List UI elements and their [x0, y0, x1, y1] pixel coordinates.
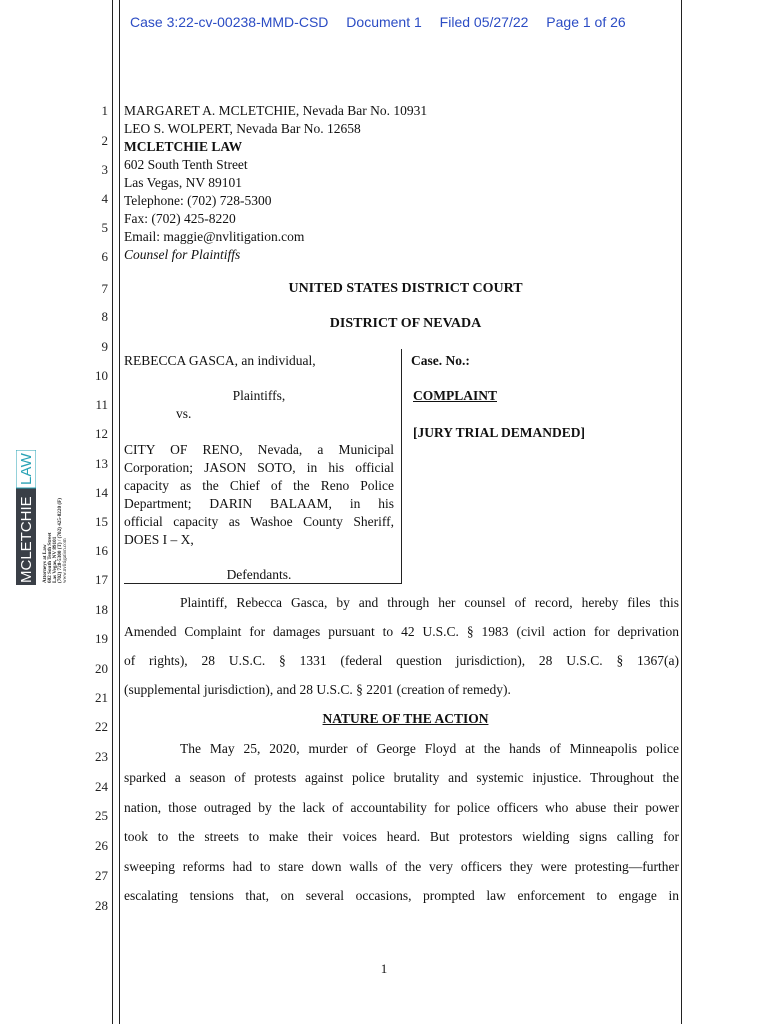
attorney-line-2: LEO S. WOLPERT, Nevada Bar No. 12658	[124, 121, 361, 136]
body-text-line: (supplemental jurisdiction), and 28 U.S.C. § 2201 (creation of remedy).	[124, 682, 511, 697]
logo-right-text: LAW	[18, 453, 35, 485]
court-name: UNITED STATES DISTRICT COURT	[288, 281, 523, 296]
line-number: 16	[95, 543, 108, 558]
sidebar-line-2: 602 South Tenth Street	[47, 532, 53, 583]
filed-date: Filed 05/27/22	[439, 14, 529, 30]
margin-line-left-1	[112, 0, 113, 1024]
firm-sidebar-info	[42, 455, 70, 585]
versus: vs.	[176, 406, 192, 421]
attorney-block	[124, 102, 427, 264]
address-line-2: Las Vegas, NV 89101	[124, 175, 242, 190]
line-number: 3	[101, 162, 108, 177]
page-indicator: Page 1 of 26	[546, 14, 626, 30]
margin-line-left-2	[119, 0, 120, 1024]
case-number: Case 3:22-cv-00238-MMD-CSD	[130, 14, 329, 30]
defendant-line: official capacity as Washoe County Sheriff,	[124, 514, 394, 529]
line-number: 28	[95, 898, 108, 913]
margin-line-right	[681, 0, 682, 1024]
plaintiffs-label: Plaintiffs,	[232, 388, 286, 403]
firm-name: MCLETCHIE LAW	[124, 139, 243, 154]
body-text-line: escalating tensions that, on several occasions, prompted law enforcement to engage in	[124, 888, 679, 903]
logo-left-text: MCLETCHIE	[18, 496, 35, 583]
complaint-title: COMPLAINT	[413, 388, 497, 403]
line-number: 7	[101, 281, 108, 296]
line-number: 19	[95, 631, 108, 646]
attorney-line-1: MARGARET A. MCLETCHIE, Nevada Bar No. 10931	[124, 103, 428, 118]
mcletchie-law-logo	[16, 450, 36, 585]
line-number: 10	[95, 368, 108, 383]
counsel-for: Counsel for Plaintiffs	[124, 247, 241, 262]
sidebar-line-4: (702) 728-5300 (T) / (702) 425-8220 (F)	[57, 497, 63, 583]
sidebar-line-1: Attorneys at Law	[42, 544, 48, 583]
line-number: 21	[95, 690, 108, 705]
line-number: 23	[95, 749, 108, 764]
line-number: 9	[101, 339, 108, 354]
line-number: 13	[95, 456, 108, 471]
jury-demand: [JURY TRIAL DEMANDED]	[413, 425, 586, 440]
line-number: 20	[95, 661, 108, 676]
line-number: 27	[95, 868, 108, 883]
case-no-label: Case. No.:	[411, 353, 470, 368]
body-text-line: Plaintiff, Rebecca Gasca, by and through her counsel of record, hereby files this	[180, 595, 679, 610]
line-number: 22	[95, 719, 108, 734]
body-text-line: The May 25, 2020, murder of George Floyd at the hands of Minneapolis police	[180, 741, 679, 756]
line-number: 6	[101, 249, 108, 264]
line-number: 15	[95, 514, 108, 529]
document-number: Document 1	[346, 14, 422, 30]
body-text-line: nation, those outraged by the lack of accountability for police officers who abuse their power	[124, 800, 679, 815]
line-number: 25	[95, 808, 108, 823]
caption-divider	[401, 349, 402, 583]
line-number: 12	[95, 426, 108, 441]
case-header	[130, 14, 640, 30]
line-number: 17	[95, 572, 108, 587]
page-number: 1	[380, 961, 388, 976]
defendant-line: Department; DARIN BALAAM, in his	[124, 496, 394, 511]
defendants-label: Defendants.	[226, 567, 292, 582]
body-text-line: sparked a season of protests against police brutality and systemic injustice. Throughout the	[124, 770, 679, 785]
defendant-line: capacity as the Chief of the Reno Police	[124, 478, 394, 493]
body-text-line: sweeping reforms had to stare down walls of the very officers they were protesting—further	[124, 859, 679, 874]
email: Email: maggie@nvlitigation.com	[124, 229, 305, 244]
plaintiff-name: REBECCA GASCA, an individual,	[124, 353, 316, 368]
sidebar-line-3: Las Vegas, NV 89101	[52, 536, 58, 583]
line-number: 14	[95, 485, 108, 500]
line-number: 2	[101, 133, 108, 148]
body-text-line: of rights), 28 U.S.C. § 1331 (federal question jurisdiction), 28 U.S.C. § 1367(a)	[124, 653, 679, 668]
line-number: 18	[95, 602, 108, 617]
defendant-line: Corporation; JASON SOTO, in his official	[124, 460, 394, 475]
line-number: 1	[101, 103, 108, 118]
sidebar-line-5: www.nvlitigation.com	[63, 538, 68, 583]
line-number: 8	[101, 309, 108, 324]
defendant-line: DOES I – X,	[124, 532, 194, 547]
body-text-line: Amended Complaint for damages pursuant to 42 U.S.C. § 1983 (civil action for deprivation	[124, 624, 679, 639]
line-number: 4	[101, 191, 108, 206]
line-number: 5	[101, 220, 108, 235]
court-district: DISTRICT OF NEVADA	[329, 316, 482, 331]
telephone: Telephone: (702) 728-5300	[124, 193, 272, 208]
line-number: 11	[95, 397, 108, 412]
body-text-line: took to the streets to make their voices heard. But protestors wielding signs calling for	[124, 829, 679, 844]
line-number: 26	[95, 838, 108, 853]
defendant-line: CITY OF RENO, Nevada, a Municipal	[124, 442, 394, 457]
address-line-1: 602 South Tenth Street	[124, 157, 248, 172]
section-heading: NATURE OF THE ACTION	[322, 711, 489, 726]
fax: Fax: (702) 425-8220	[124, 211, 236, 226]
line-number: 24	[95, 779, 108, 794]
caption-underline	[124, 583, 402, 584]
